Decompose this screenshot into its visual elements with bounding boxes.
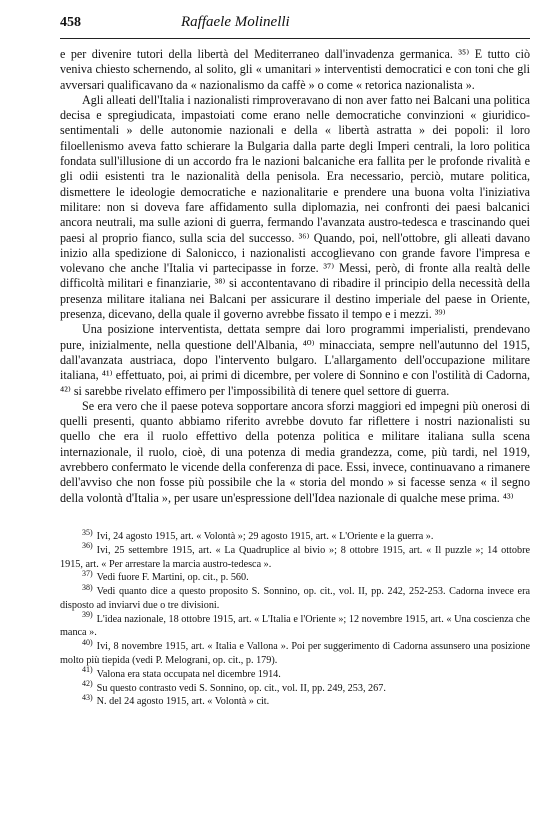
footnote-text: Valona era stata occupata nel dicembre 1914. (96, 668, 281, 680)
page-header (60, 14, 530, 39)
footnote-number: 37) (82, 568, 93, 578)
footnote-text: Vedi quanto dice a questo proposito S. Sonnino, op. cit., vol. II, pp. 242, 252-253. Cadorna invece era disposto ad inviarvi due o tre divisioni. (60, 586, 530, 611)
book-page (60, 14, 530, 709)
paragraph: Una posizione interventista, dettata sempre dai loro programmi imperialisti, prendevano pure, inizialmente, nella questione dell'Albania, ⁴⁰⁾ minacciata, sempre nell'autunno del 1915, dall'avanzata austriaca, dopo l'intervento bulgaro. L'allargamento dell'occupazione militare italiana, ⁴¹⁾ effettuato, poi, ai primi di dicembre, per volere di Sonnino e con l'ostilità di Cadorna, ⁴²⁾ si sarebbe rivelato effimero per l'impossibilità di tenere quel settore di guerra. (60, 322, 530, 398)
footnote (60, 527, 530, 544)
footnote-text: Su questo contrasto vedi S. Sonnino, op. cit., vol. II, pp. 249, 253, 267. (96, 682, 386, 694)
footnote-text: N. del 24 agosto 1915, art. « Volontà » cit. (96, 696, 270, 708)
footnote (60, 695, 530, 709)
paragraph: Se era vero che il paese poteva sopportare ancora sforzi maggiori ed impegni più onerosi di quelli presenti, quanto abbiamo riferito avrebbe dovuto far riflettere i nostri nazionalisti su quello che era il ruolo effettivo della potenza politica e militare italiana sulla scena internazionale, il ruolo, cioè, di una potenza di media grandezza, come, più tardi, nel 1919, avrebbero confermato le vicende della conferenza di pace. Essi, invece, continuavano a rimanere dell'avviso che non fosse più possibile che la « storia del mondo » si facesse senza « il segno della volontà d'Italia », per usare un'espressione dell'Idea nazionale di qualche mese prima. ⁴³⁾ (60, 398, 530, 505)
footnote-number: 42) (82, 679, 93, 689)
footnote-number: 36) (82, 541, 93, 551)
footnote (60, 582, 530, 613)
page-number: 458 (60, 15, 81, 30)
footnote-number: 38) (82, 582, 93, 592)
running-head: Raffaele Molinelli (181, 14, 290, 30)
footnote (60, 665, 530, 682)
body-text (60, 47, 530, 506)
footnote-text: Ivi, 25 settembre 1915, art. « La Quadruplice al bivio »; 8 ottobre 1915, art. « Il puzzle »; 14 ottobre 1915, art. « Per arrestare la marcia austro-tedesca ». (60, 544, 530, 570)
paragraph: e per divenire tutori della libertà del Mediterraneo dall'invadenza germanica. ³⁵⁾ E tutto ciò veniva chiesto schernendo, al solito, gli « umanitari » interventisti democratici e con toni che gli avversari qualificavano da « nazionalismo da caffè » o come « retorica nazionalista ». (60, 47, 530, 92)
footnote (60, 610, 530, 641)
footnote-text: L'idea nazionale, 18 ottobre 1915, art. « L'Italia e l'Oriente »; 12 novembre 1915, art. « Una coscienza che manca ». (60, 613, 530, 639)
footnote (60, 541, 530, 572)
footnote-number: 35) (82, 527, 93, 537)
paragraph: Agli alleati dell'Italia i nazionalisti rimproveravano di non aver fatto nei Balcani una politica decisa e spregiudicata, impastoiati come erano nelle democratiche convinzioni « giuridico-sentimentali » delle autonomie nazionali e della « libertà astratta » dei popoli: il loro filoellenismo aveva fatto schierare la Bulgaria dalla parte degli Imperi centrali, la loro politica fondata sull'illusione di un accordo fra le nazioni balcaniche era fallita per le profonde rivalità e gli odii esistenti tra le nazionalità della penisola. Era necessario, perciò, mutare politica, dismettere le ideologie democratiche e nazionalitarie e prendere una buona volta l'iniziativa militare: non si doveva fare affidamento sulla diplomazia, nei confronti dei paesi balcanici ancora neutrali, ma sulle azioni di guerra, fermando l'avanzata austro-tedesca e trascinando quei paesi al proprio fianco, sulla scia del successo. ³⁶⁾ Quando, poi, nell'ottobre, gli alleati davano inizio alla spedizione di Salonicco, i nazionalisti accoglievano con grande favore l'impresa e volevano che anche l'Italia vi partecipasse in forze. ³⁷⁾ Messi, però, di fronte alla realtà delle difficoltà militari e finanziarie, ³⁸⁾ si accontentavano di ribadire il principio della necessità della presenza militare italiana nei Balcani per assicurare il destino imperiale del paese in Oriente, presenza, dicevano, della quale il governo avrebbe fissato il tempo e i mezzi. ³⁹⁾ (60, 92, 530, 322)
footnote-text: Ivi, 8 novembre 1915, art. « Italia e Vallona ». Poi per suggerimento di Cadorna assunsero una posizione molto più tiepida (vedi P. Melograni, op. cit., p. 179). (60, 641, 530, 667)
footnote-number: 39) (82, 610, 93, 620)
footnote (60, 679, 530, 696)
footnote-number: 43) (82, 693, 93, 703)
footnote-number: 41) (82, 665, 93, 675)
footnote-text: Vedi fuore F. Martini, op. cit., p. 560. (96, 572, 249, 584)
footnote (60, 637, 530, 668)
footnote-text: Ivi, 24 agosto 1915, art. « Volontà »; 29 agosto 1915, art. « L'Oriente e la guerra ». (96, 530, 434, 542)
footnotes (60, 527, 530, 709)
footnote-number: 40) (82, 637, 93, 647)
footnote (60, 568, 530, 585)
